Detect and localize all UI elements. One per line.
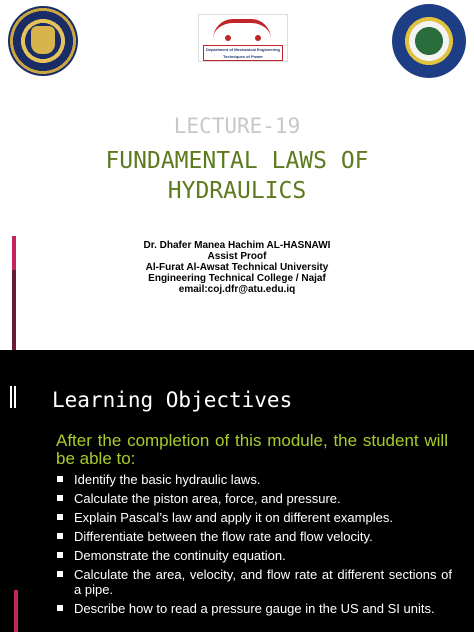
square-bullet-icon [57,605,63,611]
university-seal-right-logo [392,4,466,78]
list-item: Calculate the area, velocity, and flow rate at different sections of a pipe. [56,567,452,597]
title-line-2: HYDRAULICS [167,178,307,204]
accent-bar [10,386,12,408]
wheel-icon [255,35,261,41]
department-logo-text: Department of Mechanical Engineering Techniques of Power [203,45,283,61]
objectives-intro: After the completion of this module, the student will be able to: [56,431,448,468]
square-bullet-icon [57,495,63,501]
author-position: Assist Proof [207,251,267,262]
objectives-list [56,472,452,620]
department-logo [198,14,288,62]
square-bullet-icon [57,571,63,577]
slide-title: Learning Objectives [52,388,293,412]
square-bullet-icon [57,514,63,520]
institute-seal-left-logo [8,6,78,76]
author-info [0,240,474,295]
square-bullet-icon [57,552,63,558]
author-university: Al-Furat Al-Awsat Technical University [145,262,329,273]
list-item: Explain Pascal’s law and apply it on different examples. [56,510,452,525]
car-icon [213,19,271,39]
list-item: Describe how to read a pressure gauge in the US and SI units. [56,601,452,616]
accent-bar-pink [14,590,18,632]
square-bullet-icon [57,533,63,539]
seal-emblem-icon [31,26,55,54]
author-name: Dr. Dhafer Manea Hachim AL-HASNAWI [143,240,331,251]
list-item: Differentiate between the flow rate and flow velocity. [56,529,452,544]
list-item: Identify the basic hydraulic laws. [56,472,452,487]
title-line-1: FUNDAMENTAL LAWS OF [105,148,369,174]
square-bullet-icon [57,476,63,482]
lecture-number: LECTURE-19 [173,114,301,138]
author-college: Engineering Technical College / Najaf [148,273,326,284]
objectives-slide [0,350,474,632]
lecture-title [0,146,474,206]
list-item: Demonstrate the continuity equation. [56,548,452,563]
list-item: Calculate the piston area, force, and pressure. [56,491,452,506]
author-email: email:coj.dfr@atu.edu.iq [178,284,296,295]
accent-bar [14,386,16,408]
wheel-icon [225,35,231,41]
